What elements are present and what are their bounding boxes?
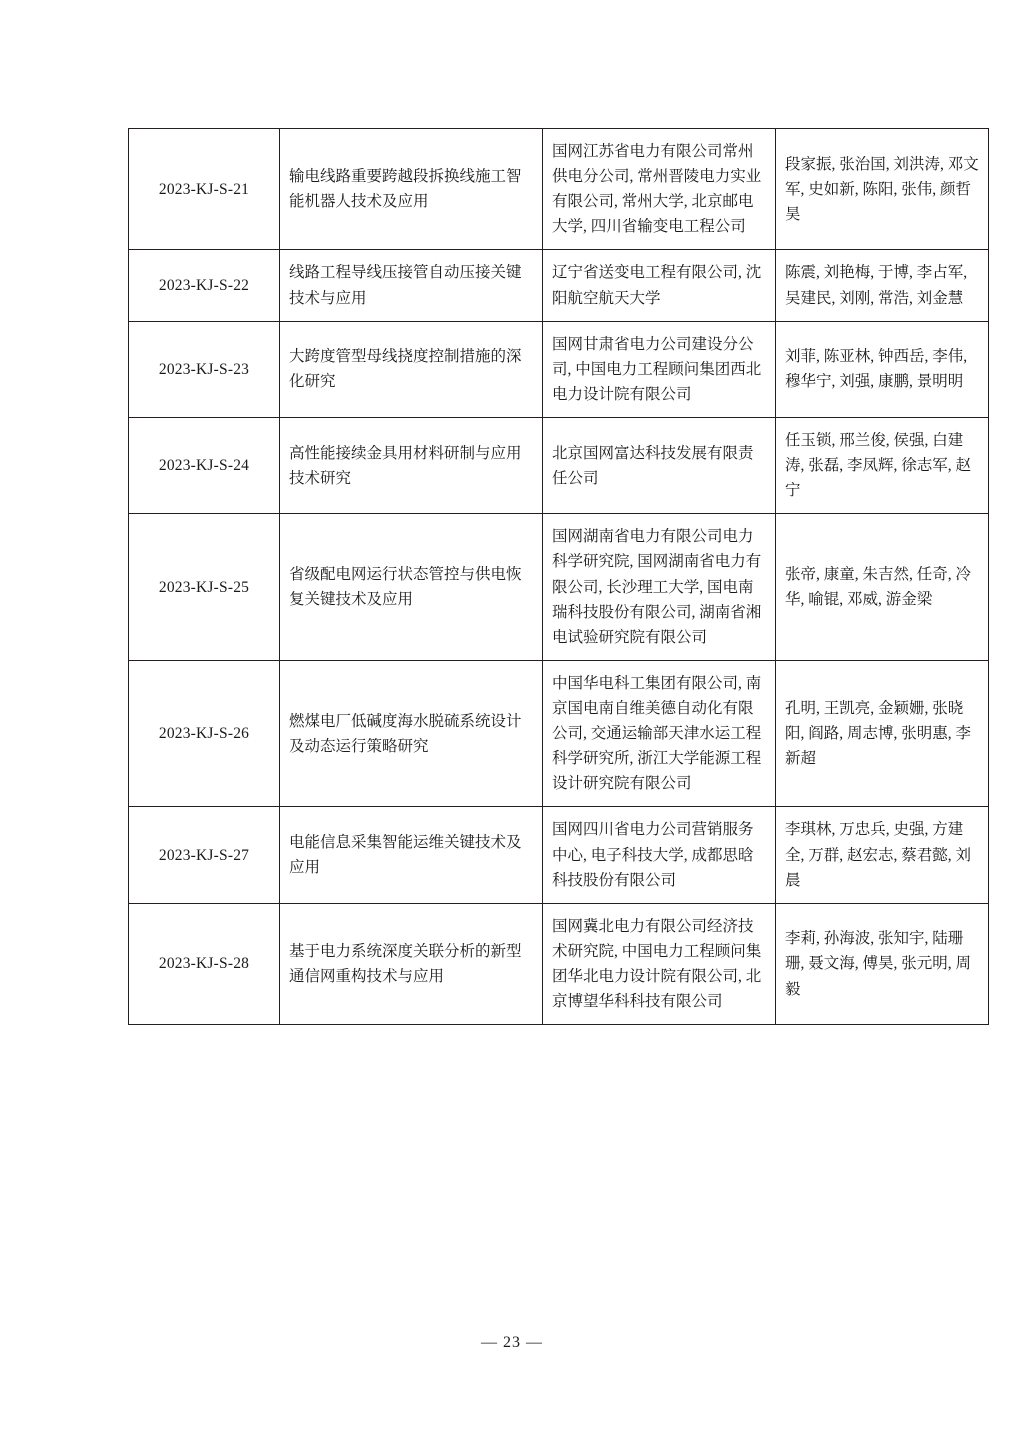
table-row [129, 321, 989, 417]
project-title-cell: 输电线路重要跨越段拆换线施工智能机器人技术及应用 [280, 129, 543, 250]
project-organizations-cell: 国网四川省电力公司营销服务中心, 电子科技大学, 成都思晗科技股份有限公司 [543, 807, 776, 903]
table-row [129, 903, 989, 1024]
project-organizations-cell: 国网江苏省电力有限公司常州供电分公司, 常州晋陵电力实业有限公司, 常州大学, 北京邮电大学, 四川省输变电工程公司 [543, 129, 776, 250]
table-row [129, 417, 989, 513]
project-organizations-cell: 中国华电科工集团有限公司, 南京国电南自维美德自动化有限公司, 交通运输部天津水运工程科学研究所, 浙江大学能源工程设计研究院有限公司 [543, 660, 776, 807]
project-title-cell: 基于电力系统深度关联分析的新型通信网重构技术与应用 [280, 903, 543, 1024]
project-code-cell: 2023-KJ-S-25 [129, 514, 280, 661]
table-row [129, 660, 989, 807]
table-row [129, 514, 989, 661]
project-code-cell: 2023-KJ-S-26 [129, 660, 280, 807]
project-title-cell: 高性能接续金具用材料研制与应用技术研究 [280, 417, 543, 513]
project-code-cell: 2023-KJ-S-27 [129, 807, 280, 903]
project-code-cell: 2023-KJ-S-22 [129, 250, 280, 321]
project-organizations-cell: 国网冀北电力有限公司经济技术研究院, 中国电力工程顾问集团华北电力设计院有限公司, 北京博望华科科技有限公司 [543, 903, 776, 1024]
table-row [129, 129, 989, 250]
project-title-cell: 燃煤电厂低碱度海水脱硫系统设计及动态运行策略研究 [280, 660, 543, 807]
project-code-cell: 2023-KJ-S-24 [129, 417, 280, 513]
project-title-cell: 线路工程导线压接管自动压接关键技术与应用 [280, 250, 543, 321]
table-row [129, 807, 989, 903]
page-number: — 23 — [481, 1334, 543, 1351]
project-title-cell: 电能信息采集智能运维关键技术及应用 [280, 807, 543, 903]
project-organizations-cell: 辽宁省送变电工程有限公司, 沈阳航空航天大学 [543, 250, 776, 321]
project-code-cell: 2023-KJ-S-23 [129, 321, 280, 417]
project-code-cell: 2023-KJ-S-28 [129, 903, 280, 1024]
table-body [129, 129, 989, 1025]
award-projects-table [128, 128, 989, 1025]
project-people-cell: 段家振, 张治国, 刘洪涛, 邓文军, 史如新, 陈阳, 张伟, 颜哲昊 [776, 129, 989, 250]
project-people-cell: 刘菲, 陈亚林, 钟西岳, 李伟, 穆华宁, 刘强, 康鹏, 景明明 [776, 321, 989, 417]
project-people-cell: 任玉锁, 邢兰俊, 侯强, 白建涛, 张磊, 李凤辉, 徐志军, 赵宁 [776, 417, 989, 513]
project-organizations-cell: 北京国网富达科技发展有限责任公司 [543, 417, 776, 513]
project-people-cell: 张帝, 康童, 朱吉然, 任奇, 冷华, 喻锟, 邓威, 游金梁 [776, 514, 989, 661]
project-organizations-cell: 国网湖南省电力有限公司电力科学研究院, 国网湖南省电力有限公司, 长沙理工大学, 国电南瑞科技股份有限公司, 湖南省湘电试验研究院有限公司 [543, 514, 776, 661]
project-people-cell: 孔明, 王凯亮, 金颖姗, 张晓阳, 阎路, 周志博, 张明惠, 李新超 [776, 660, 989, 807]
project-title-cell: 省级配电网运行状态管控与供电恢复关键技术及应用 [280, 514, 543, 661]
project-organizations-cell: 国网甘肃省电力公司建设分公司, 中国电力工程顾问集团西北电力设计院有限公司 [543, 321, 776, 417]
project-people-cell: 李琪林, 万忠兵, 史强, 方建全, 万群, 赵宏志, 蔡君懿, 刘晨 [776, 807, 989, 903]
table-row [129, 250, 989, 321]
project-title-cell: 大跨度管型母线挠度控制措施的深化研究 [280, 321, 543, 417]
project-people-cell: 陈震, 刘艳梅, 于博, 李占军, 吴建民, 刘刚, 常浩, 刘金慧 [776, 250, 989, 321]
project-people-cell: 李莉, 孙海波, 张知宇, 陆珊珊, 聂文海, 傅昊, 张元明, 周毅 [776, 903, 989, 1024]
project-code-cell: 2023-KJ-S-21 [129, 129, 280, 250]
